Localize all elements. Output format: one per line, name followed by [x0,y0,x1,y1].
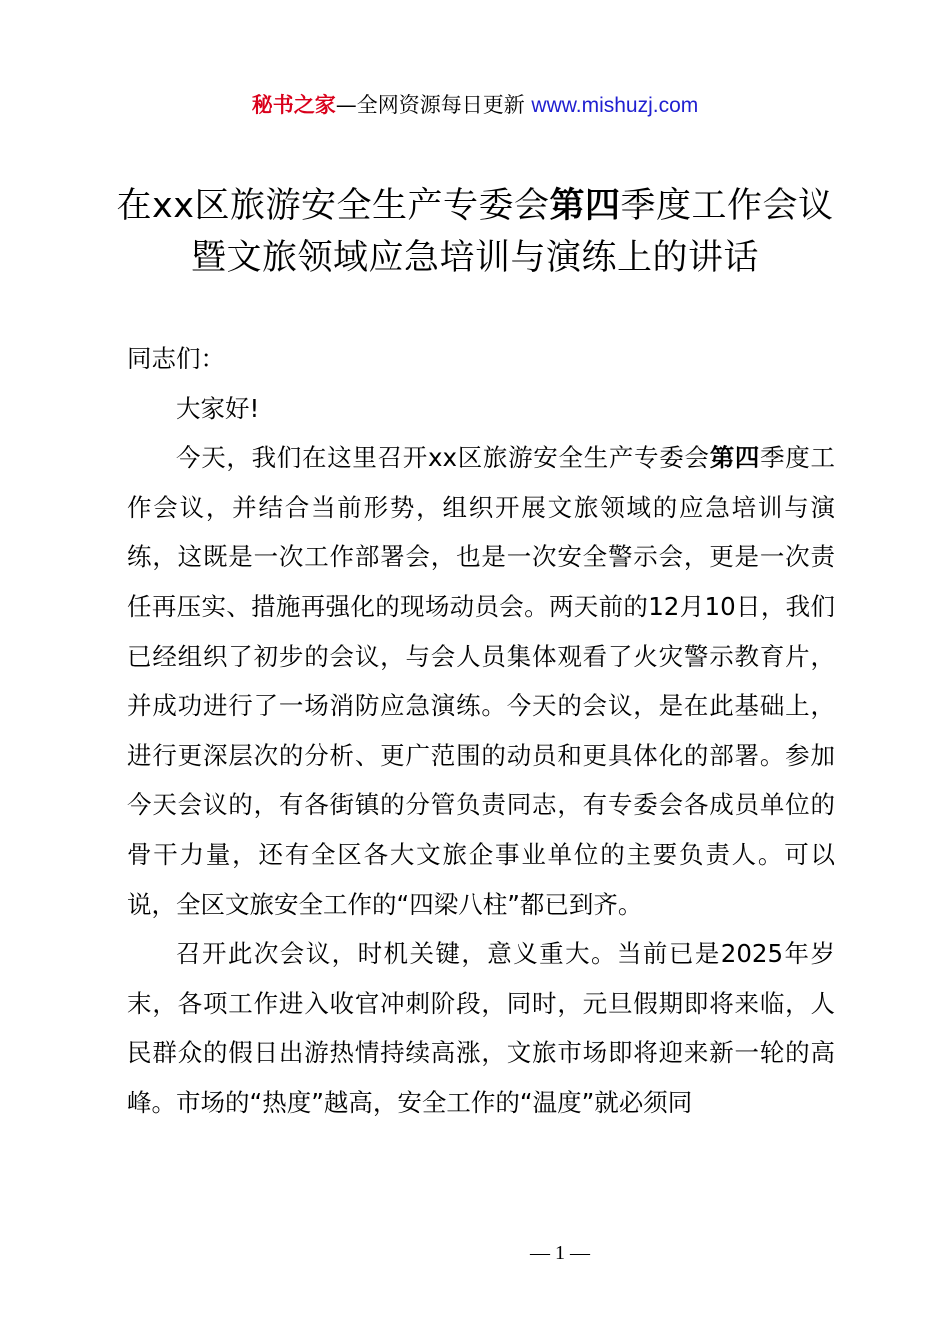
header-tagline: —全网资源每日更新 [335,93,532,117]
paragraph-1-bold: 第四 [709,443,761,473]
greeting: 大家好! [176,393,260,423]
page-number: — 1 — [530,1242,590,1264]
site-url[interactable]: www.mishuzj.com [531,94,699,117]
title-part-before: 在xx区旅游安全生产专委会 [116,186,550,226]
title-part-after: 季度工作会议暨文旅领域应急培训与演练上的讲话 [190,186,834,278]
document-title [100,180,850,284]
salutation: 同志们： [127,344,225,373]
title-part-bold: 第四 [549,186,621,226]
paragraph-2: 召开此次会议，时机关键，意义重大。当前已是2025年岁末，各项工作进入收官冲刺阶段，同时，元旦假期即将来临，人民群众的假日出游热情持续高涨，文旅市场即将迎来新一轮的高峰。市场的“热度”越高，安全工作的“温度”就必须同 [127,939,835,1117]
document-body [127,334,835,1128]
paragraph-1-before: 今天，我们在这里召开xx区旅游安全生产专委会 [176,443,710,473]
brand-name: 秘书之家 [251,93,336,117]
paragraph-1 [127,433,835,929]
paragraph-1-after: 季度工作会议，并结合当前形势，组织开展文旅领域的应急培训与演练，这既是一次工作部署会，也是一次安全警示会，更是一次责任再压实、措施再强化的现场动员会。两天前的12月10日，我们已经组织了初步的会议，与会人员集体观看了火灾警示教育片，并成功进行了一场消防应急演练。今天的会议，是在此基础上，进行更深层次的分析、更广范围的动员和更具体化的部署。参加今天会议的，有各街镇的分管负责同志，有专委会各成员单位的骨干力量，还有全区各大文旅企事业单位的主要负责人。可以说，全区文旅安全工作的“四梁八柱”都已到齐。 [127,443,836,919]
site-header [0,88,950,123]
